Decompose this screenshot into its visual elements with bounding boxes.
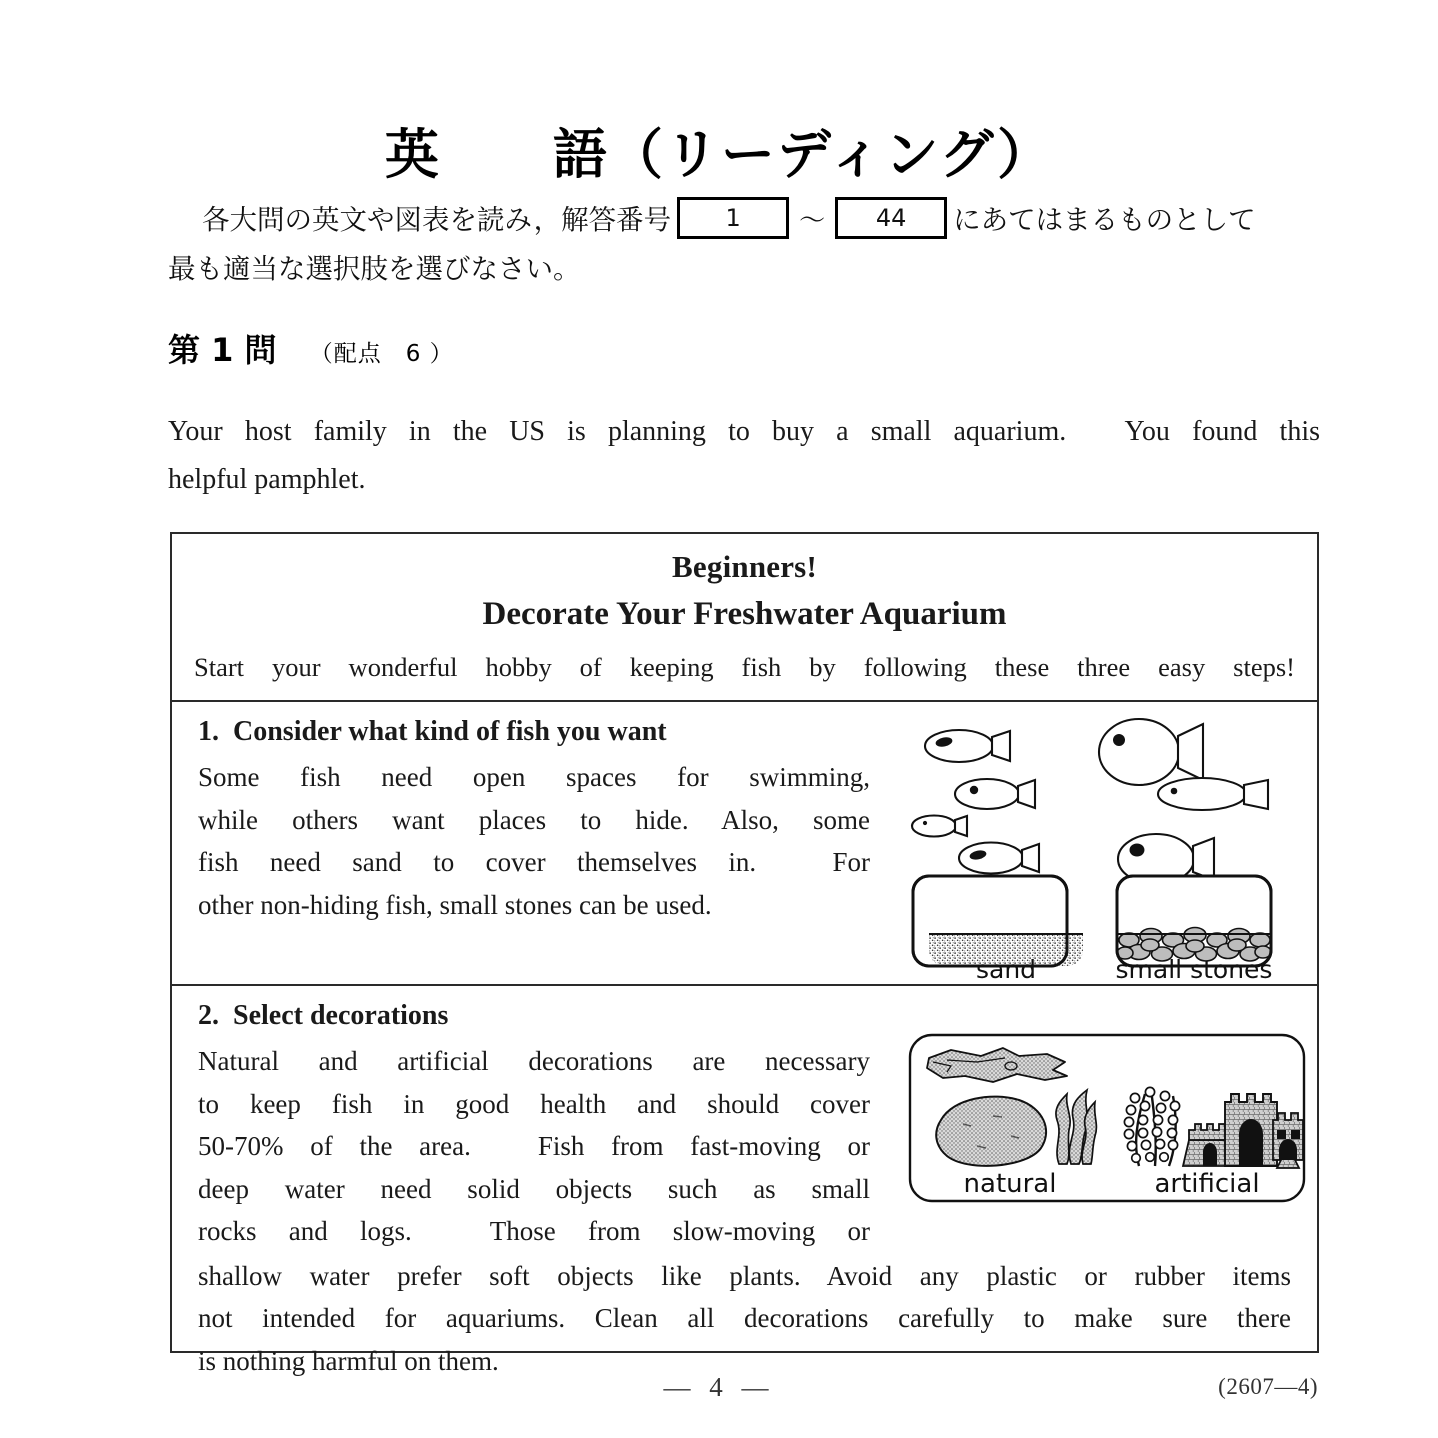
step-1-heading-text: Consider what kind of fish you want bbox=[233, 716, 667, 747]
step-2-index: 2. bbox=[198, 1000, 219, 1031]
instructions-text-before: 各大問の英文や図表を読み，解答番号 bbox=[202, 204, 672, 235]
step-1-line-4: other non-hiding fish, small stones can be used. bbox=[198, 889, 712, 920]
rock-icon bbox=[936, 1097, 1046, 1166]
sand-tank bbox=[913, 876, 1083, 966]
step-1-index: 1. bbox=[198, 716, 219, 747]
footer-page-number: — 4 — bbox=[663, 1372, 775, 1402]
step-2-heading bbox=[172, 986, 1317, 1032]
sand-label: sand bbox=[975, 955, 1037, 980]
step-2-line-3: 50-70% of the area. Fish from fast-moving or bbox=[198, 1131, 870, 1161]
step-2-body bbox=[172, 1032, 870, 1253]
step-2-heading-text: Select decorations bbox=[233, 1000, 449, 1031]
answer-range-end-box: 44 bbox=[835, 197, 947, 239]
question-number: 第 1 問 bbox=[168, 331, 277, 369]
footer-code: (2607—4) bbox=[1218, 1374, 1318, 1399]
step-2-wide-line-3: is nothing harmful on them. bbox=[198, 1345, 499, 1376]
fish-and-substrate-tanks-figure bbox=[903, 712, 1303, 980]
question-heading bbox=[168, 325, 454, 371]
page-title: 英 語（リーディング） bbox=[384, 123, 1054, 186]
instructions-block bbox=[168, 196, 1328, 293]
step-2-line-5: rocks and logs. Those from slow-moving or bbox=[198, 1216, 870, 1246]
natural-label: natural bbox=[963, 1169, 1057, 1199]
question-lead-paragraph bbox=[168, 408, 1320, 504]
question-points: （配点 6 ） bbox=[309, 341, 454, 367]
small-stones-tank bbox=[1117, 876, 1271, 966]
step-2-line-1: Natural and artificial decorations are necessary bbox=[198, 1046, 870, 1076]
step-2-body-wide bbox=[172, 1255, 1317, 1383]
pamphlet-title-secondary: Decorate Your Freshwater Aquarium bbox=[482, 596, 1007, 632]
castle-large-icon bbox=[1225, 1094, 1277, 1166]
small-fish-group bbox=[912, 730, 1039, 874]
pamphlet-subtitle: Start your wonderful hobby of keeping fish by following these three easy steps! bbox=[194, 652, 1295, 682]
step-2-wide-line-2: not intended for aquariums. Clean all decorations carefully to make sure there bbox=[198, 1303, 1291, 1333]
step-1-line-1: Some fish need open spaces for swimming, bbox=[198, 762, 870, 792]
step-1-body bbox=[172, 748, 870, 926]
step-2-wide-line-1: shallow water prefer soft objects like plants. Avoid any plastic or rubber items bbox=[198, 1260, 1291, 1291]
step-2-line-4: deep water need solid objects such as small bbox=[198, 1173, 870, 1204]
instructions-line-1 bbox=[168, 196, 1328, 245]
step-2-line-2: to keep fish in good health and should cover bbox=[198, 1088, 870, 1119]
large-fish-group bbox=[1099, 719, 1268, 884]
pamphlet-step-1 bbox=[172, 702, 1317, 986]
instructions-text-after: にあてはまるものとして bbox=[953, 204, 1256, 235]
lead-line-1: Your host family in the US is planning to buy a small aquarium. You found this bbox=[168, 416, 1320, 447]
step-1-line-3: fish need sand to cover themselves in. For bbox=[198, 847, 870, 877]
castle-tower-icon bbox=[1273, 1113, 1303, 1168]
small-stones-label: small stones bbox=[1115, 955, 1273, 980]
answer-range-tilde: ～ bbox=[799, 206, 826, 235]
pamphlet-header bbox=[172, 534, 1317, 702]
lead-line-2: helpful pamphlet. bbox=[168, 464, 366, 495]
artificial-label: artificial bbox=[1154, 1169, 1260, 1199]
pamphlet-step-2 bbox=[172, 986, 1317, 1376]
step-1-line-2: while others want places to hide. Also, some bbox=[198, 804, 870, 835]
decorations-figure bbox=[907, 1032, 1307, 1204]
instructions-line-2: 最も適当な選択肢を選びなさい。 bbox=[168, 253, 581, 284]
pamphlet-title-primary: Beginners! bbox=[672, 549, 817, 584]
answer-range-start-box: 1 bbox=[677, 197, 789, 239]
pamphlet-box bbox=[170, 532, 1319, 1376]
